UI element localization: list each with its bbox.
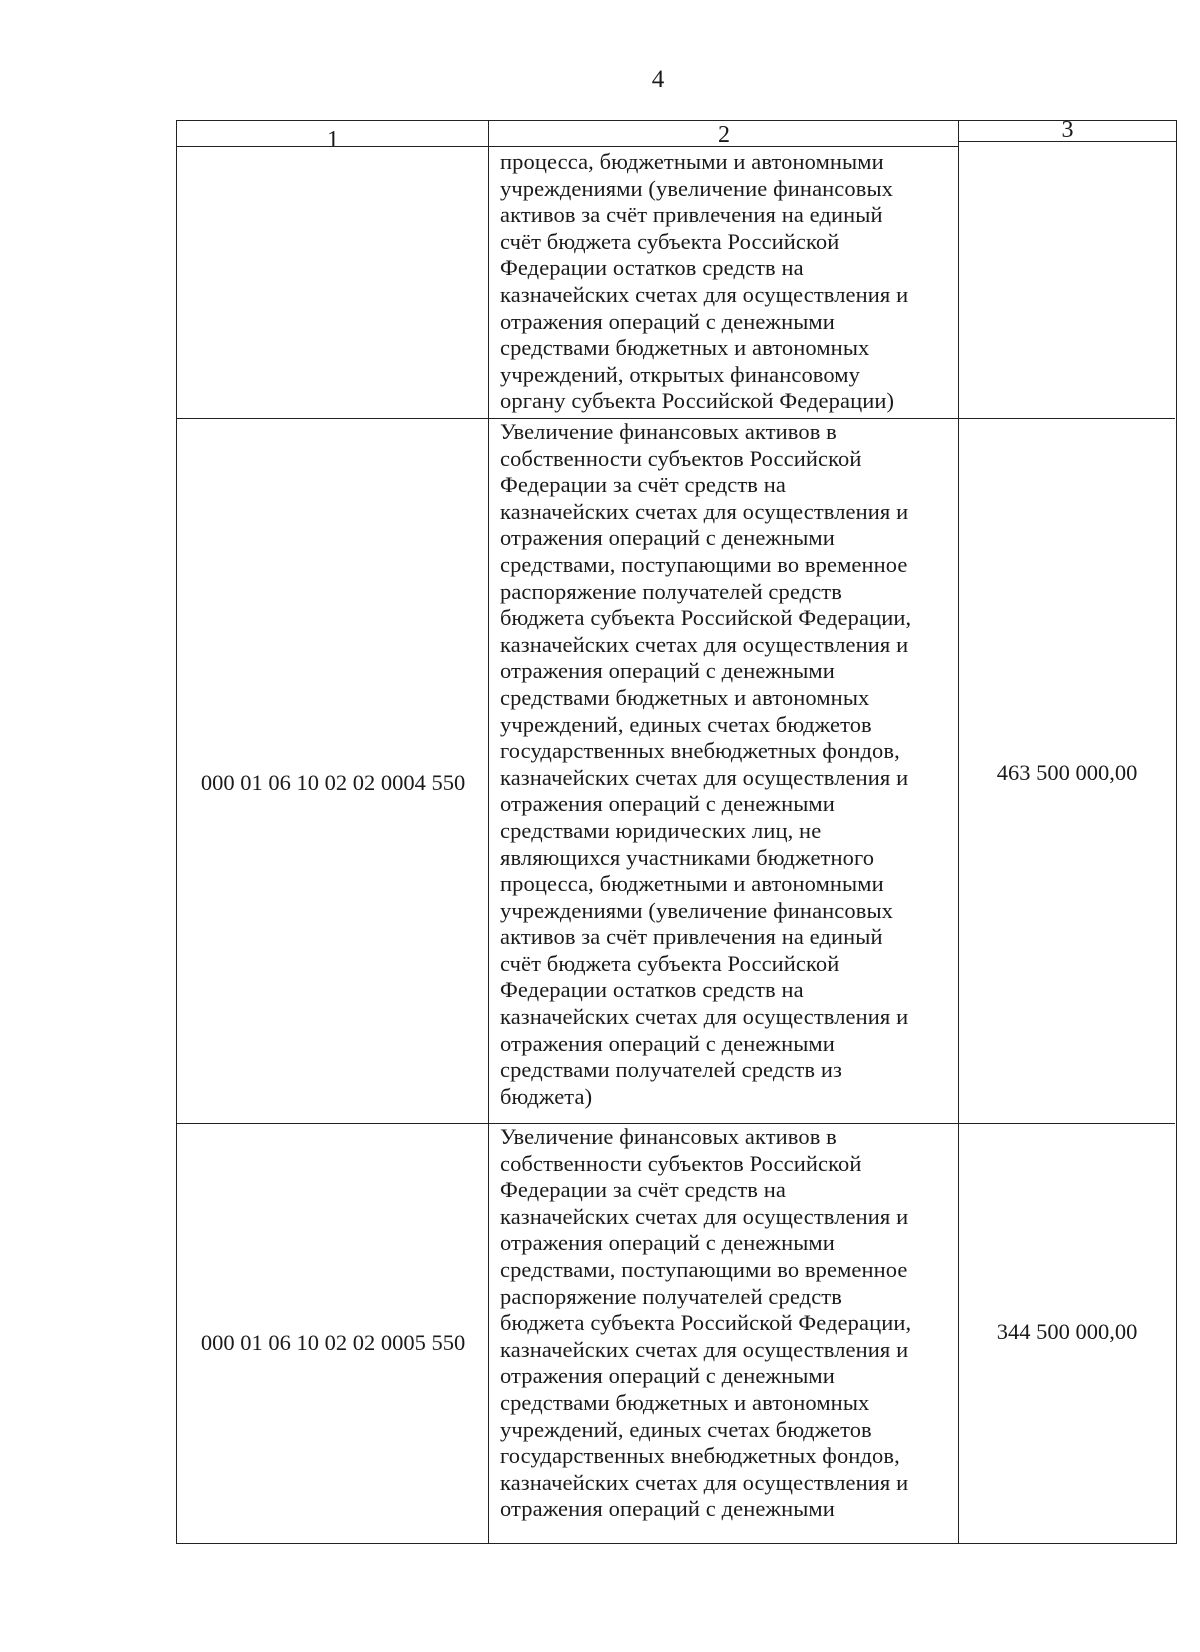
row-3-description: Увеличение финансовых активов в собственности субъектов Российской Федерации за счёт средств на казначейских счетах для осуществления и отражения операций с денежными средствами, поступающими во временное распоряжение получателей средств бюджета субъекта Российской Федерации, казначейских счетах для осуществления и отражения операций с денежными средствами бюджетных и автономных учреждений, единых счетах бюджетов государственных внебюджетных фондов, казначейских счетах для осуществления и отражения операций с денежными [500, 1124, 912, 1522]
row-3-code: 000 01 06 10 02 02 0005 550 [200, 1330, 466, 1355]
row-1-description: процесса, бюджетными и автономными учреждениями (увеличение финансовых активов за счёт привлечения на единый счёт бюджета субъекта Российской Федерации остатков средств на казначейских счетах для осуществления и отражения операций с денежными средствами бюджетных и автономных учреждений, открытых финансовому органу субъекта Российской Федерации) [500, 149, 909, 414]
row-3-amount: 344 500 000,00 [996, 1319, 1138, 1344]
budget-table [176, 117, 1177, 1544]
row-2-amount: 463 500 000,00 [996, 760, 1138, 785]
column-header-1: 1 [327, 127, 339, 153]
page-number: 4 [651, 66, 665, 93]
row-2-description: Увеличение финансовых активов в собственности субъектов Российской Федерации за счёт средств на казначейских счетах для осуществления и отражения операций с денежными средствами, поступающими во временное распоряжение получателей средств бюджета субъекта Российской Федерации, казначейских счетах для осуществления и отражения операций с денежными средствами бюджетных и автономных учреждений, единых счетах бюджетов государственных внебюджетных фондов, казначейских счетах для осуществления и отражения операций с денежными средствами юридических лиц, не являющихся участниками бюджетного процесса, бюджетными и автономными учреждениями (увеличение финансовых активов за счёт привлечения на единый счёт бюджета субъекта Российской Федерации остатков средств на казначейских счетах для осуществления и отражения операций с денежными средствами получателей средств из бюджета) [500, 419, 912, 1109]
column-header-3: 3 [1061, 117, 1074, 143]
column-header-2: 2 [718, 122, 730, 148]
header-divider [959, 141, 1177, 142]
header-divider [177, 146, 959, 147]
row-2-code: 000 01 06 10 02 02 0004 550 [200, 770, 466, 795]
